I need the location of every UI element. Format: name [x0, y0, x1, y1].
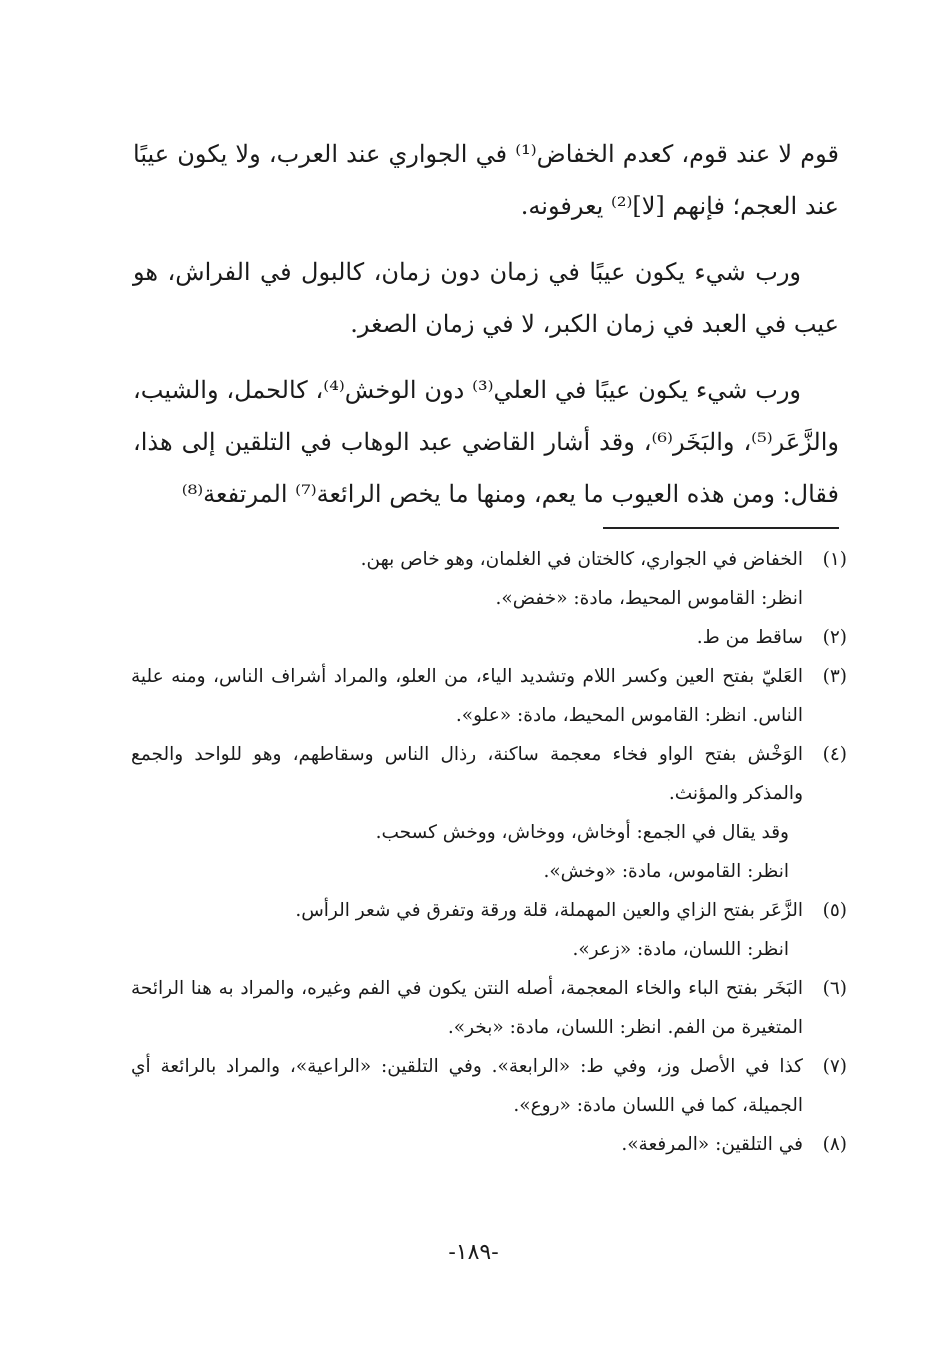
- footnote-4: [131, 735, 847, 891]
- footnote-7: [131, 1047, 847, 1125]
- footnotes: [131, 540, 847, 1164]
- main-text: [133, 128, 839, 534]
- footnote-number: (٧): [822, 1056, 847, 1077]
- paragraph-3: ورب شيء يكون عيبًا في العلي⁽³⁾ دون الوخش⁽⁴⁾، كالحمل، والشيب، والزَّعَر⁽⁵⁾، والبَخَر⁽⁶⁾، وقد أشار القاضي عبد الوهاب في التلقين إلى هذا، فقال: ومن هذه العيوب ما يعم، ومنها ما يخص الرائعة⁽⁷⁾ المرتفعة⁽⁸⁾: [133, 376, 839, 508]
- footnote-line: الخفاض في الجواري، كالختان في الغلمان، وهو خاص بهن.: [360, 549, 803, 570]
- footnote-number: (٤): [822, 744, 847, 765]
- footnote-3: [131, 657, 847, 735]
- footnote-line: الوَخْش بفتح الواو فخاء معجمة ساكنة، رذال الناس وسقاطهم، وهو للواحد والجمع والمذكر والمؤنث.: [131, 744, 803, 804]
- footnote-6: [131, 969, 847, 1047]
- footnote-line: انظر: القاموس المحيط، مادة: «خفض».: [495, 588, 803, 609]
- footnote-8: [131, 1125, 847, 1164]
- footnote-line: كذا في الأصل وز، وفي ط: «الرابعة». وفي التلقين: «الراعية»، والمراد بالرائعة أي الجميلة، كما في اللسان مادة: «روع».: [131, 1056, 803, 1116]
- footnote-line: الزَّعَر بفتح الزاي والعين المهملة، قلة ورقة وتفرق في شعر الرأس.: [295, 900, 803, 921]
- footnote-line: انظر: القاموس، مادة: «وخش».: [543, 861, 789, 882]
- footnote-1: [131, 540, 847, 618]
- footnote-line: العَليّ بفتح العين وكسر اللام وتشديد الياء، من العلو، والمراد أشراف الناس، ومنه علية الناس. انظر: القاموس المحيط، مادة: «علو».: [131, 666, 803, 726]
- footnote-number: (٨): [822, 1134, 847, 1155]
- footnote-number: (٦): [822, 978, 847, 999]
- footnote-5: [131, 891, 847, 969]
- footnote-number: (٥): [822, 900, 847, 921]
- page-number: -١٨٩-: [448, 1240, 499, 1265]
- footnote-line: وقد يقال في الجمع: أوخاش، ووخاش، ووخش كسحب.: [375, 822, 789, 843]
- footnote-line: في التلقين: «المرفعة».: [621, 1134, 803, 1155]
- footnote-line: انظر: اللسان، مادة: «زعر».: [572, 939, 789, 960]
- footnote-line: البَخَر بفتح الباء والخاء المعجمة، أصله النتن يكون في الفم وغيره، والمراد به هنا الرائحة المتغيرة من الفم. انظر: اللسان، مادة: «بخر».: [131, 978, 803, 1038]
- paragraph-1: قوم لا عند قوم، كعدم الخفاض⁽¹⁾ في الجواري عند العرب، ولا يكون عيبًا عند العجم؛ فإنهم [لا]⁽²⁾ يعرفونه.: [133, 140, 839, 220]
- paragraph-2: ورب شيء يكون عيبًا في زمان دون زمان، كالبول في الفراش، هو عيب في العبد في زمان الكبر، لا في زمان الصغر.: [133, 258, 839, 338]
- footnote-divider: [603, 527, 839, 529]
- footnote-number: (٢): [822, 627, 847, 648]
- footnote-2: [131, 618, 847, 657]
- footnote-number: (١): [822, 549, 847, 570]
- footnote-line: ساقط من ط.: [696, 627, 803, 648]
- footnote-number: (٣): [822, 666, 847, 687]
